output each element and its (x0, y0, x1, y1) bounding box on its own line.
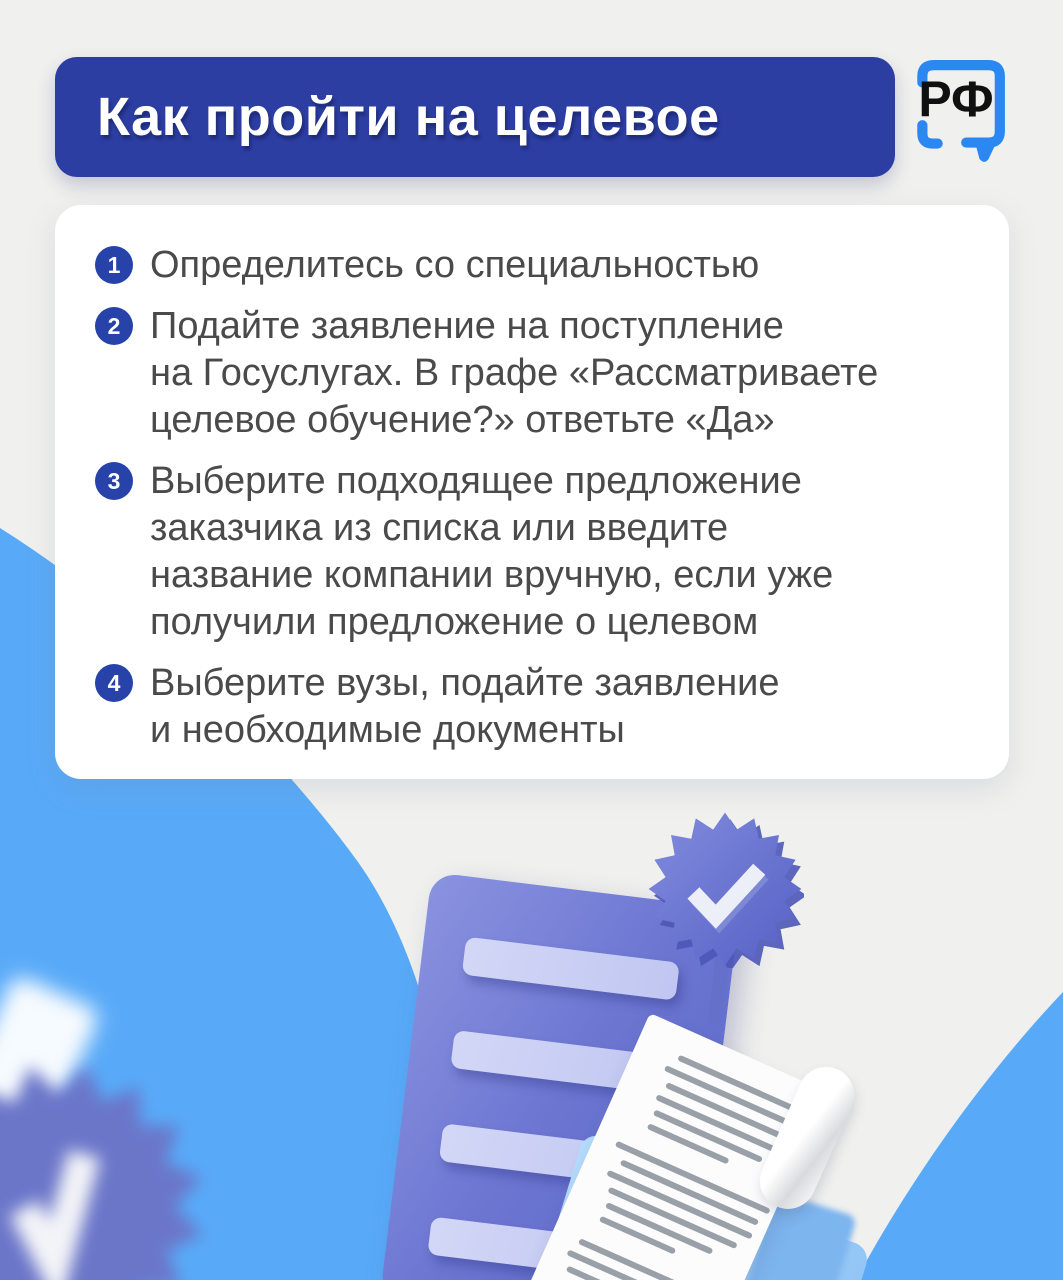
step-text: Выберите вузы, подайте заявление и необходимые документы (150, 662, 780, 751)
step-text: Подайте заявление на поступление на Госуслугах. В графе «Рассматриваете целевое обучение?» ответьте «Да» (150, 305, 879, 441)
checkmark-badge-icon (646, 810, 804, 968)
step-number-badge: 2 (95, 307, 133, 345)
step-number-badge: 1 (95, 246, 133, 284)
steps-card (55, 205, 1009, 779)
header-banner (55, 57, 895, 177)
blue-blob-right-shape (856, 992, 1063, 1280)
step-text: Определитесь со специальностью (150, 244, 760, 286)
step-item-1 (95, 242, 969, 289)
rf-logo-text: РФ (918, 71, 994, 127)
page-title: Как пройти на целевое (97, 87, 720, 147)
badge-star-shape (649, 813, 802, 966)
step-item-3 (95, 458, 969, 646)
step-number-badge: 4 (95, 664, 133, 702)
step-item-4 (95, 660, 969, 754)
step-text: Выберите подходящее предложение заказчика из списка или введите название компании вручную, если уже получили предложение о целевом (150, 460, 834, 643)
step-item-2 (95, 303, 969, 444)
step-number-badge: 3 (95, 462, 133, 500)
rf-logo (903, 54, 1009, 172)
